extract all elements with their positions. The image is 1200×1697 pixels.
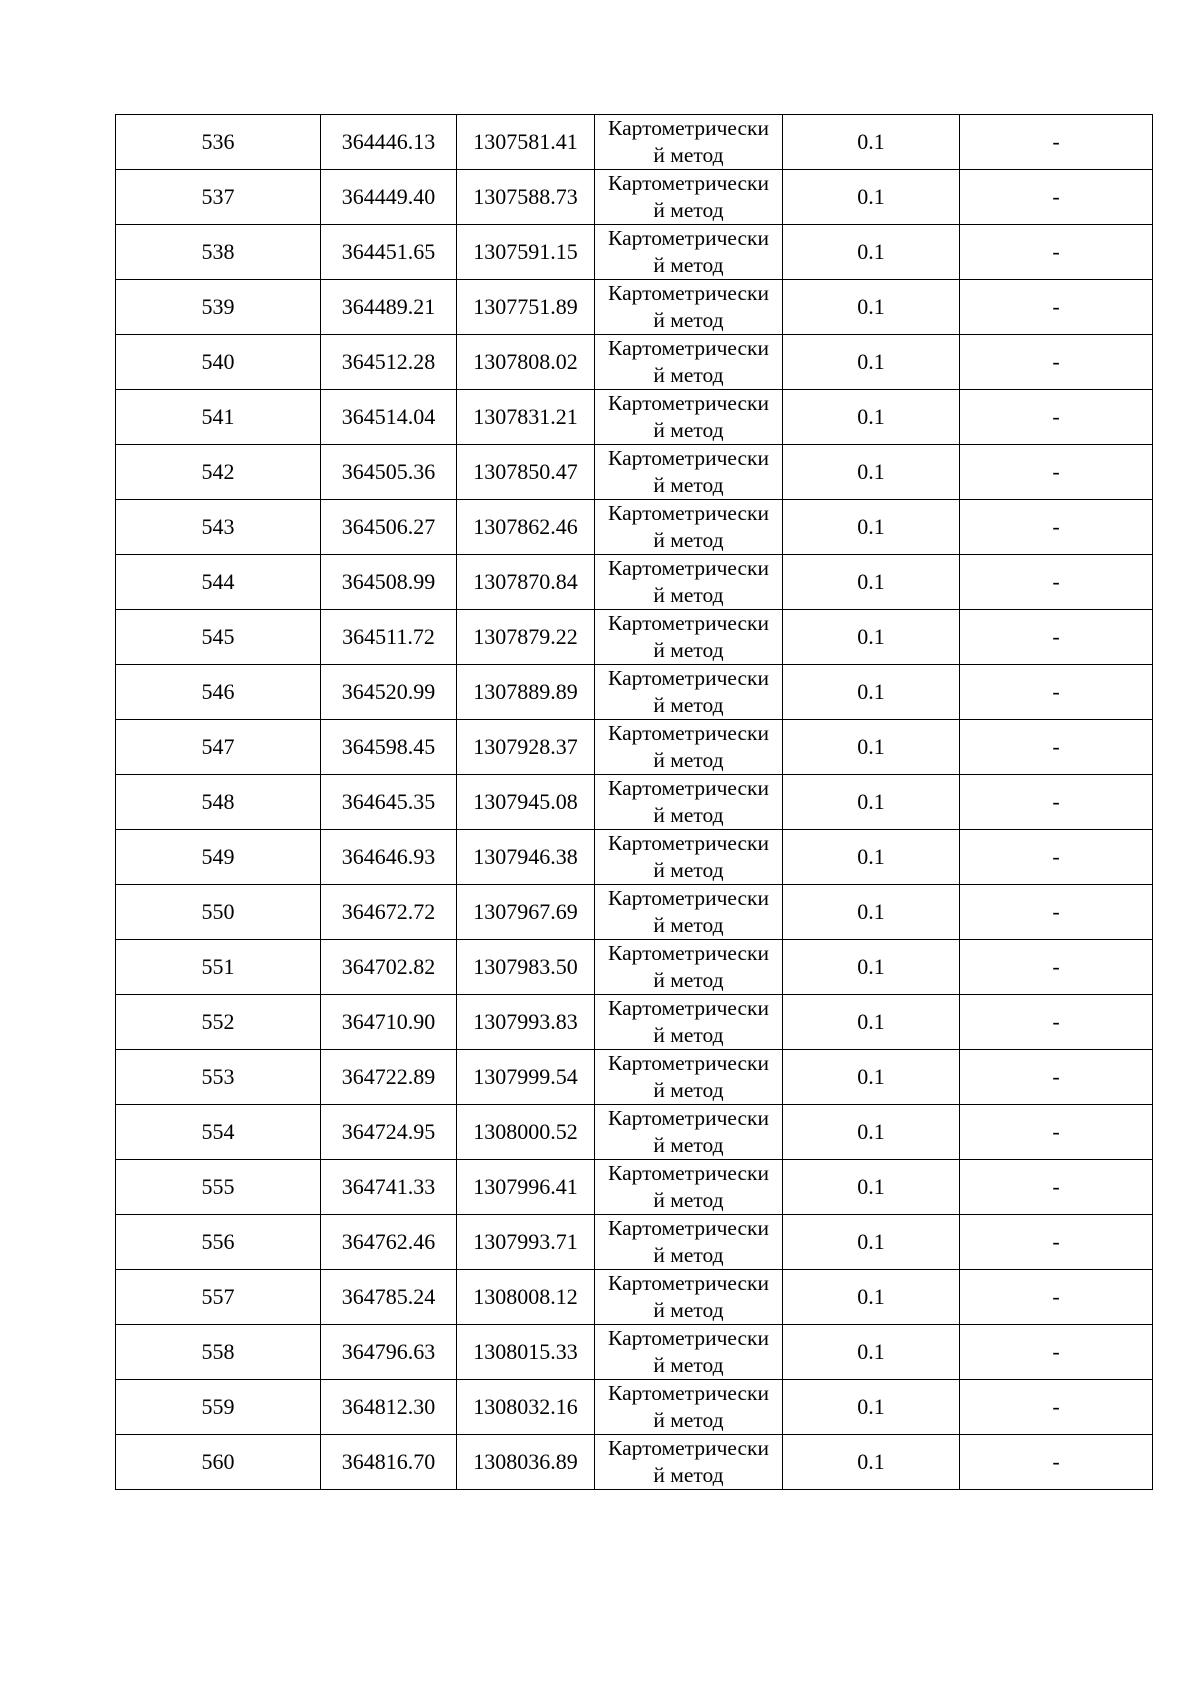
accuracy-cell: 0.1	[783, 555, 960, 610]
x-coordinate-cell: 364796.63	[321, 1325, 457, 1380]
method-text-line-2: й метод	[653, 583, 724, 607]
accuracy-cell: 0.1	[783, 1325, 960, 1380]
method-cell	[595, 995, 783, 1050]
x-coordinate-cell: 364702.82	[321, 940, 457, 995]
method-cell	[595, 775, 783, 830]
method-text-line-1: Картометрически	[608, 1326, 769, 1350]
method-text-line-2: й метод	[653, 418, 724, 442]
method-text-line-2: й метод	[653, 858, 724, 882]
method-text-line-2: й метод	[653, 528, 724, 552]
y-coordinate-cell: 1307946.38	[457, 830, 595, 885]
method-text-line-1: Картометрически	[608, 1051, 769, 1075]
accuracy-cell: 0.1	[783, 170, 960, 225]
x-coordinate-cell: 364508.99	[321, 555, 457, 610]
method-text-line-1: Картометрически	[608, 1271, 769, 1295]
note-cell: -	[960, 665, 1153, 720]
x-coordinate-cell: 364645.35	[321, 775, 457, 830]
point-number-cell: 546	[116, 665, 321, 720]
table-row	[116, 280, 1153, 335]
coordinates-table	[115, 114, 1153, 1490]
method-text-line-1: Картометрически	[608, 226, 769, 250]
note-cell: -	[960, 390, 1153, 445]
table-row	[116, 720, 1153, 775]
method-text-line-1: Картометрически	[608, 556, 769, 580]
note-cell: -	[960, 500, 1153, 555]
note-cell: -	[960, 720, 1153, 775]
x-coordinate-cell: 364710.90	[321, 995, 457, 1050]
y-coordinate-cell: 1307588.73	[457, 170, 595, 225]
method-text-line-1: Картометрически	[608, 1381, 769, 1405]
table-row	[116, 1050, 1153, 1105]
x-coordinate-cell: 364446.13	[321, 115, 457, 170]
accuracy-cell: 0.1	[783, 445, 960, 500]
x-coordinate-cell: 364724.95	[321, 1105, 457, 1160]
table-row	[116, 390, 1153, 445]
y-coordinate-cell: 1307862.46	[457, 500, 595, 555]
method-text-line-2: й метод	[653, 198, 724, 222]
y-coordinate-cell: 1307983.50	[457, 940, 595, 995]
x-coordinate-cell: 364722.89	[321, 1050, 457, 1105]
table-row	[116, 445, 1153, 500]
accuracy-cell: 0.1	[783, 1380, 960, 1435]
table-row	[116, 115, 1153, 170]
point-number-cell: 538	[116, 225, 321, 280]
y-coordinate-cell: 1307967.69	[457, 885, 595, 940]
x-coordinate-cell: 364598.45	[321, 720, 457, 775]
point-number-cell: 543	[116, 500, 321, 555]
accuracy-cell: 0.1	[783, 610, 960, 665]
method-text-line-1: Картометрически	[608, 501, 769, 525]
method-text-line-2: й метод	[653, 253, 724, 277]
x-coordinate-cell: 364646.93	[321, 830, 457, 885]
y-coordinate-cell: 1308000.52	[457, 1105, 595, 1160]
method-text-line-2: й метод	[653, 363, 724, 387]
point-number-cell: 551	[116, 940, 321, 995]
y-coordinate-cell: 1308032.16	[457, 1380, 595, 1435]
note-cell: -	[960, 775, 1153, 830]
x-coordinate-cell: 364514.04	[321, 390, 457, 445]
method-text-line-2: й метод	[653, 308, 724, 332]
table-row	[116, 830, 1153, 885]
note-cell: -	[960, 1160, 1153, 1215]
table-row	[116, 225, 1153, 280]
method-text-line-2: й метод	[653, 1463, 724, 1487]
accuracy-cell: 0.1	[783, 775, 960, 830]
y-coordinate-cell: 1307831.21	[457, 390, 595, 445]
table-row	[116, 1380, 1153, 1435]
method-text-line-1: Картометрически	[608, 611, 769, 635]
point-number-cell: 545	[116, 610, 321, 665]
y-coordinate-cell: 1307889.89	[457, 665, 595, 720]
point-number-cell: 541	[116, 390, 321, 445]
accuracy-cell: 0.1	[783, 665, 960, 720]
point-number-cell: 547	[116, 720, 321, 775]
method-text-line-2: й метод	[653, 143, 724, 167]
point-number-cell: 537	[116, 170, 321, 225]
y-coordinate-cell: 1307993.83	[457, 995, 595, 1050]
method-text-line-2: й метод	[653, 693, 724, 717]
point-number-cell: 554	[116, 1105, 321, 1160]
point-number-cell: 542	[116, 445, 321, 500]
method-text-line-1: Картометрически	[608, 1106, 769, 1130]
accuracy-cell: 0.1	[783, 720, 960, 775]
method-text-line-2: й метод	[653, 1243, 724, 1267]
accuracy-cell: 0.1	[783, 1105, 960, 1160]
x-coordinate-cell: 364512.28	[321, 335, 457, 390]
x-coordinate-cell: 364762.46	[321, 1215, 457, 1270]
method-text-line-1: Картометрически	[608, 281, 769, 305]
point-number-cell: 558	[116, 1325, 321, 1380]
method-cell	[595, 335, 783, 390]
point-number-cell: 540	[116, 335, 321, 390]
table-row	[116, 940, 1153, 995]
method-text-line-1: Картометрически	[608, 391, 769, 415]
note-cell: -	[960, 995, 1153, 1050]
method-text-line-1: Картометрически	[608, 831, 769, 855]
accuracy-cell: 0.1	[783, 335, 960, 390]
method-text-line-1: Картометрически	[608, 336, 769, 360]
method-text-line-2: й метод	[653, 1353, 724, 1377]
method-text-line-2: й метод	[653, 748, 724, 772]
point-number-cell: 555	[116, 1160, 321, 1215]
y-coordinate-cell: 1307945.08	[457, 775, 595, 830]
x-coordinate-cell: 364741.33	[321, 1160, 457, 1215]
point-number-cell: 550	[116, 885, 321, 940]
y-coordinate-cell: 1307591.15	[457, 225, 595, 280]
table-row	[116, 335, 1153, 390]
table-row	[116, 610, 1153, 665]
point-number-cell: 549	[116, 830, 321, 885]
method-cell	[595, 1380, 783, 1435]
x-coordinate-cell: 364812.30	[321, 1380, 457, 1435]
x-coordinate-cell: 364506.27	[321, 500, 457, 555]
note-cell: -	[960, 225, 1153, 280]
method-cell	[595, 885, 783, 940]
method-text-line-1: Картометрически	[608, 116, 769, 140]
note-cell: -	[960, 280, 1153, 335]
table-row	[116, 1435, 1153, 1490]
method-cell	[595, 720, 783, 775]
point-number-cell: 559	[116, 1380, 321, 1435]
method-cell	[595, 500, 783, 555]
accuracy-cell: 0.1	[783, 1215, 960, 1270]
table-row	[116, 1270, 1153, 1325]
accuracy-cell: 0.1	[783, 1050, 960, 1105]
y-coordinate-cell: 1308008.12	[457, 1270, 595, 1325]
accuracy-cell: 0.1	[783, 390, 960, 445]
method-cell	[595, 280, 783, 335]
y-coordinate-cell: 1307581.41	[457, 115, 595, 170]
y-coordinate-cell: 1307808.02	[457, 335, 595, 390]
table-row	[116, 1215, 1153, 1270]
method-text-line-2: й метод	[653, 638, 724, 662]
method-text-line-1: Картометрически	[608, 1216, 769, 1240]
y-coordinate-cell: 1307928.37	[457, 720, 595, 775]
point-number-cell: 556	[116, 1215, 321, 1270]
method-cell	[595, 830, 783, 885]
method-text-line-2: й метод	[653, 803, 724, 827]
note-cell: -	[960, 445, 1153, 500]
method-text-line-2: й метод	[653, 1408, 724, 1432]
point-number-cell: 557	[116, 1270, 321, 1325]
method-text-line-1: Картометрически	[608, 886, 769, 910]
method-text-line-1: Картометрически	[608, 776, 769, 800]
method-cell	[595, 170, 783, 225]
table-row	[116, 1160, 1153, 1215]
accuracy-cell: 0.1	[783, 1160, 960, 1215]
method-text-line-2: й метод	[653, 1298, 724, 1322]
point-number-cell: 552	[116, 995, 321, 1050]
note-cell: -	[960, 1435, 1153, 1490]
note-cell: -	[960, 1105, 1153, 1160]
accuracy-cell: 0.1	[783, 995, 960, 1050]
method-text-line-2: й метод	[653, 1133, 724, 1157]
method-cell	[595, 610, 783, 665]
table-row	[116, 500, 1153, 555]
x-coordinate-cell: 364816.70	[321, 1435, 457, 1490]
note-cell: -	[960, 940, 1153, 995]
note-cell: -	[960, 555, 1153, 610]
point-number-cell: 548	[116, 775, 321, 830]
y-coordinate-cell: 1307999.54	[457, 1050, 595, 1105]
method-cell	[595, 665, 783, 720]
method-cell	[595, 1160, 783, 1215]
table-row	[116, 1325, 1153, 1380]
method-text-line-1: Картометрически	[608, 941, 769, 965]
method-text-line-2: й метод	[653, 1078, 724, 1102]
x-coordinate-cell: 364511.72	[321, 610, 457, 665]
method-text-line-1: Картометрически	[608, 446, 769, 470]
note-cell: -	[960, 610, 1153, 665]
method-text-line-2: й метод	[653, 1023, 724, 1047]
table-row	[116, 995, 1153, 1050]
note-cell: -	[960, 885, 1153, 940]
point-number-cell: 560	[116, 1435, 321, 1490]
method-text-line-1: Картометрически	[608, 666, 769, 690]
y-coordinate-cell: 1308015.33	[457, 1325, 595, 1380]
method-cell	[595, 1270, 783, 1325]
note-cell: -	[960, 1270, 1153, 1325]
x-coordinate-cell: 364672.72	[321, 885, 457, 940]
y-coordinate-cell: 1308036.89	[457, 1435, 595, 1490]
note-cell: -	[960, 1215, 1153, 1270]
note-cell: -	[960, 115, 1153, 170]
method-text-line-2: й метод	[653, 968, 724, 992]
method-cell	[595, 1325, 783, 1380]
accuracy-cell: 0.1	[783, 225, 960, 280]
method-cell	[595, 1435, 783, 1490]
method-cell	[595, 390, 783, 445]
method-cell	[595, 1105, 783, 1160]
x-coordinate-cell: 364451.65	[321, 225, 457, 280]
x-coordinate-cell: 364449.40	[321, 170, 457, 225]
method-text-line-2: й метод	[653, 1188, 724, 1212]
accuracy-cell: 0.1	[783, 115, 960, 170]
accuracy-cell: 0.1	[783, 1270, 960, 1325]
point-number-cell: 536	[116, 115, 321, 170]
method-text-line-2: й метод	[653, 913, 724, 937]
method-cell	[595, 555, 783, 610]
method-cell	[595, 940, 783, 995]
note-cell: -	[960, 170, 1153, 225]
accuracy-cell: 0.1	[783, 280, 960, 335]
note-cell: -	[960, 1325, 1153, 1380]
y-coordinate-cell: 1307850.47	[457, 445, 595, 500]
y-coordinate-cell: 1307996.41	[457, 1160, 595, 1215]
method-text-line-1: Картометрически	[608, 1436, 769, 1460]
x-coordinate-cell: 364505.36	[321, 445, 457, 500]
y-coordinate-cell: 1307751.89	[457, 280, 595, 335]
note-cell: -	[960, 1380, 1153, 1435]
accuracy-cell: 0.1	[783, 1435, 960, 1490]
point-number-cell: 553	[116, 1050, 321, 1105]
method-text-line-1: Картометрически	[608, 721, 769, 745]
point-number-cell: 539	[116, 280, 321, 335]
x-coordinate-cell: 364489.21	[321, 280, 457, 335]
method-cell	[595, 115, 783, 170]
table-row	[116, 1105, 1153, 1160]
table-row	[116, 555, 1153, 610]
method-cell	[595, 1050, 783, 1105]
method-cell	[595, 445, 783, 500]
coordinates-table-body	[116, 115, 1153, 1490]
point-number-cell: 544	[116, 555, 321, 610]
x-coordinate-cell: 364520.99	[321, 665, 457, 720]
note-cell: -	[960, 1050, 1153, 1105]
method-text-line-1: Картометрически	[608, 171, 769, 195]
table-row	[116, 885, 1153, 940]
method-text-line-1: Картометрически	[608, 1161, 769, 1185]
note-cell: -	[960, 335, 1153, 390]
method-cell	[595, 1215, 783, 1270]
y-coordinate-cell: 1307993.71	[457, 1215, 595, 1270]
y-coordinate-cell: 1307870.84	[457, 555, 595, 610]
accuracy-cell: 0.1	[783, 830, 960, 885]
table-row	[116, 170, 1153, 225]
method-text-line-2: й метод	[653, 473, 724, 497]
note-cell: -	[960, 830, 1153, 885]
table-row	[116, 665, 1153, 720]
y-coordinate-cell: 1307879.22	[457, 610, 595, 665]
method-text-line-1: Картометрически	[608, 996, 769, 1020]
x-coordinate-cell: 364785.24	[321, 1270, 457, 1325]
table-row	[116, 775, 1153, 830]
accuracy-cell: 0.1	[783, 885, 960, 940]
accuracy-cell: 0.1	[783, 940, 960, 995]
method-cell	[595, 225, 783, 280]
accuracy-cell: 0.1	[783, 500, 960, 555]
